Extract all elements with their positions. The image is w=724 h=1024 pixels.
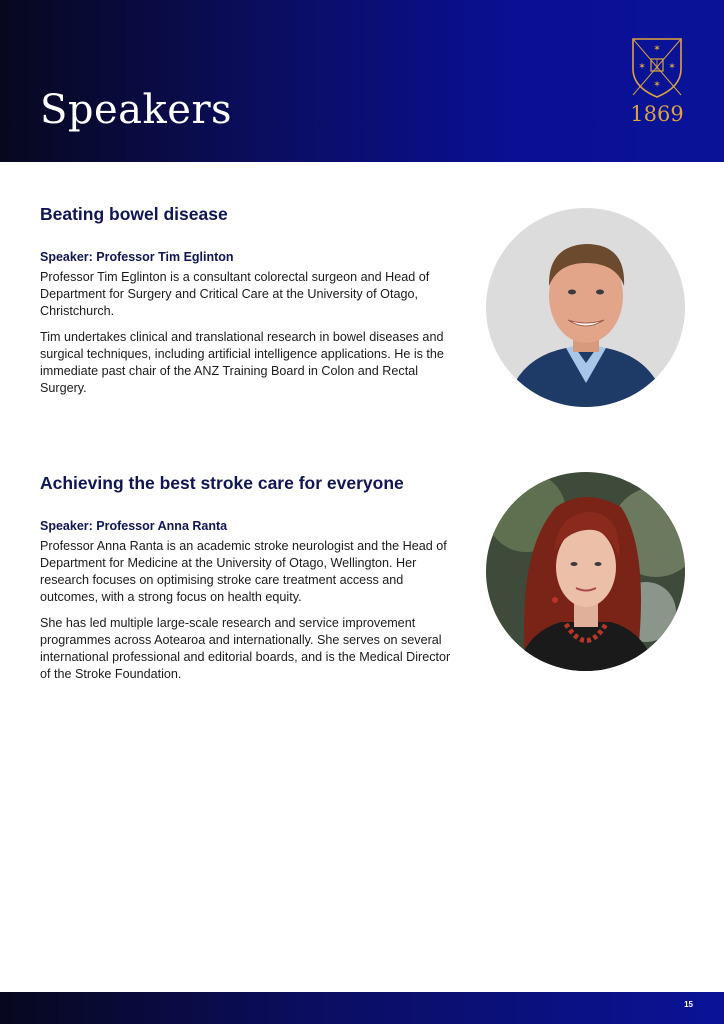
page-footer: [0, 992, 724, 1024]
speaker-photo-anna-ranta: [486, 472, 685, 671]
page-number: 15: [684, 1000, 693, 1009]
talk-section-stroke: [40, 472, 460, 692]
speaker-bio-paragraph: Professor Anna Ranta is an academic stroke neurologist and the Head of Department for Medicine at the University of Otago, Wellington. Her research focuses on optimising stroke care treatment access and outcomes, with a strong focus on health equity.: [40, 539, 447, 604]
speaker-name: Speaker: Professor Anna Ranta: [40, 519, 228, 533]
speaker-bio-paragraph: Tim undertakes clinical and translational research in bowel diseases and surgical techniques, including artificial intelligence applications. He is the immediate past chair of the ANZ Training Board in Colon and Rectal Surgery.: [40, 330, 444, 395]
university-crest-icon: [629, 35, 685, 99]
svg-text:✶: ✶: [653, 79, 661, 89]
speaker-photo-tim-eglinton: [486, 208, 685, 407]
talk-title: Beating bowel disease: [40, 204, 228, 224]
svg-text:✶: ✶: [653, 43, 661, 53]
speaker-bio-paragraph: Professor Tim Eglinton is a consultant colorectal surgeon and Head of Department for Surgery and Critical Care at the University of Otago, Christchurch.: [40, 270, 430, 318]
speaker-name: Speaker: Professor Tim Eglinton: [40, 250, 234, 264]
talk-title: Achieving the best stroke care for everyone: [40, 473, 404, 493]
svg-text:✶: ✶: [638, 61, 646, 71]
speaker-bio-paragraph: She has led multiple large-scale research and service improvement programmes across Aotearoa and internationally. She serves on several international professional and editorial boards, and is the Medical Director of the Stroke Foundation.: [40, 616, 451, 681]
svg-text:✶: ✶: [668, 61, 676, 71]
page-header: [0, 0, 724, 162]
crest-year: 1869: [630, 102, 684, 126]
talk-section-bowel: [40, 203, 460, 406]
page-title: Speakers: [40, 87, 233, 133]
